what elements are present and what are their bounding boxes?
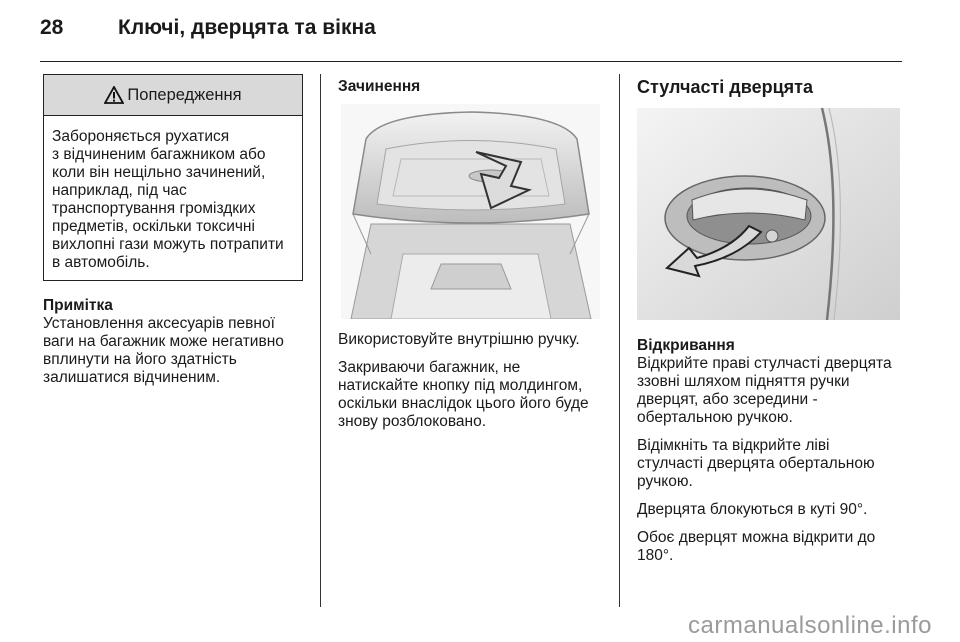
- warning-line: предметів, оскільки токсичні: [52, 218, 255, 235]
- note-line: Установлення аксесуарів певної: [43, 315, 275, 332]
- opening-para-3: Дверцята блокуються в куті 90°.: [637, 501, 868, 518]
- tailgate-illustration: [341, 104, 600, 319]
- closing-heading: Зачинення: [338, 78, 421, 95]
- warning-text: [44, 116, 302, 280]
- opening-line: Обоє дверцят можна відкрити до: [637, 529, 876, 546]
- note-block: [43, 297, 305, 387]
- warning-line: з відчиненим багажником або: [52, 146, 266, 163]
- chapter-title: Ключі, дверцята та вікна: [118, 16, 376, 39]
- warning-title: Попередження: [127, 86, 242, 104]
- closing-line: Закриваючи багажник, не: [338, 359, 521, 376]
- closing-line: знову розблоковано.: [338, 413, 486, 430]
- side-doors-text: [637, 337, 909, 575]
- column-2: [338, 74, 610, 96]
- warning-line: Забороняється рухатися: [52, 128, 230, 145]
- page-number: 28: [40, 16, 64, 39]
- warning-box: [43, 74, 303, 281]
- closing-para-1: Використовуйте внутрішню ручку.: [338, 331, 580, 348]
- warning-line: коли він нещільно зачинений,: [52, 164, 266, 181]
- warning-triangle-icon: [104, 86, 124, 104]
- opening-line: ручкою.: [637, 473, 693, 490]
- column-divider: [320, 74, 321, 607]
- watermark: carmanualsonline.info: [688, 612, 932, 639]
- note-line: вплинути на його здатність: [43, 351, 237, 368]
- note-heading: Примітка: [43, 297, 113, 314]
- column-1: [43, 74, 305, 387]
- warning-line: наприклад, під час: [52, 182, 187, 199]
- opening-line: обертальною ручкою.: [637, 409, 793, 426]
- header-rule: [40, 61, 902, 62]
- closing-para-2: [338, 359, 610, 431]
- warning-line: вихлопні гази можуть потрапити: [52, 236, 284, 253]
- opening-line: Відкрийте праві стулчасті дверцята: [637, 355, 892, 372]
- warning-header: [44, 75, 302, 116]
- opening-para-1: [637, 337, 909, 427]
- page-header: [40, 16, 376, 48]
- opening-line: Відімкніть та відкрийте ліві: [637, 437, 830, 454]
- closing-text: [338, 331, 610, 441]
- warning-line: транспортування громіздких: [52, 200, 256, 217]
- note-line: ваги на багажник може негативно: [43, 333, 284, 350]
- opening-line: ззовні шляхом підняття ручки: [637, 373, 850, 390]
- opening-line: 180°.: [637, 547, 674, 564]
- opening-para-4: [637, 529, 909, 565]
- side-doors-heading: Стулчасті дверцята: [637, 77, 813, 97]
- warning-line: в автомобіль.: [52, 254, 150, 271]
- opening-line: стулчасті дверцята обертальною: [637, 455, 875, 472]
- opening-para-2: [637, 437, 909, 491]
- note-line: залишатися відчиненим.: [43, 369, 221, 386]
- closing-line: оскільки внаслідок цього його буде: [338, 395, 589, 412]
- opening-line: дверцят, або зсередини -: [637, 391, 818, 408]
- closing-line: натискайте кнопку під молдингом,: [338, 377, 583, 394]
- door-handle-illustration: [637, 108, 900, 320]
- column-divider: [619, 74, 620, 607]
- column-3: [637, 74, 907, 96]
- opening-heading: Відкривання: [637, 337, 735, 354]
